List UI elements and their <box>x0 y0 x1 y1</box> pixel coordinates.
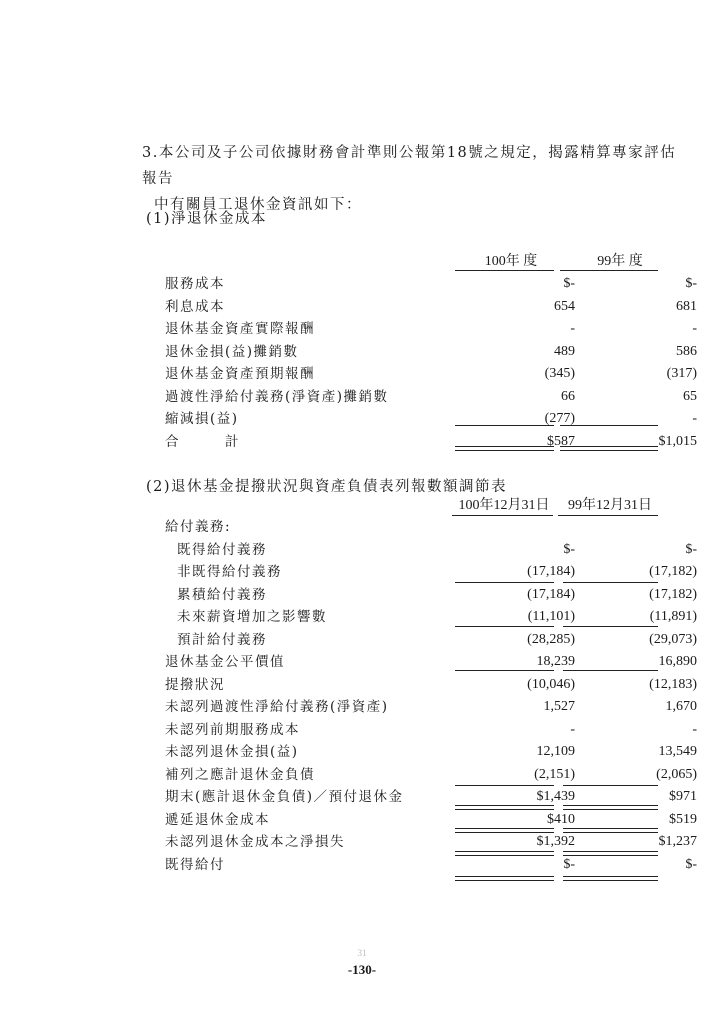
total-99: $1,015 <box>658 433 697 449</box>
s2-dbl-deferred-100 <box>455 828 554 833</box>
s2-header-99: 99年12月31日 <box>568 498 652 513</box>
row-label: 未認列退休金損(益) <box>165 744 299 760</box>
s1-total-double-rule-99 <box>560 446 658 451</box>
value-100: (2,151) <box>534 766 575 782</box>
net-pension-cost-table <box>165 273 697 453</box>
s1-header-100: 100年 度 <box>484 254 538 269</box>
total-label: 合 計 <box>165 433 240 450</box>
row-label: 預計給付義務 <box>177 631 267 648</box>
value-99: - <box>692 721 697 737</box>
value-99: (17,182) <box>649 586 697 602</box>
s1-header-rule-100 <box>455 270 554 271</box>
page-number: -130- <box>347 962 377 977</box>
value-99: $971 <box>669 789 697 804</box>
s2-rule-after-additional-99 <box>563 785 658 786</box>
value-99: 1,670 <box>665 699 697 714</box>
table-row <box>165 318 697 341</box>
s1-header-rule-99 <box>560 270 658 271</box>
intro-line-2: 中有關員工退休金資訊如下： <box>154 197 362 213</box>
value-100: - <box>570 721 575 737</box>
value-99: (11,891) <box>649 609 697 624</box>
value-99: 65 <box>683 388 697 404</box>
table-row <box>165 561 697 584</box>
s2-rule-after-fairvalue-100 <box>455 670 554 671</box>
value-100: (17,184) <box>527 586 575 602</box>
value-99: $- <box>685 276 697 291</box>
row-label: 未認列過渡性淨給付義務(淨資產) <box>165 699 389 715</box>
row-label: 給付義務: <box>165 519 232 535</box>
value-100: - <box>570 321 575 336</box>
row-label: 非既得給付義務 <box>177 564 282 580</box>
s2-rule-after-additional-100 <box>455 785 554 786</box>
value-99: (2,065) <box>656 766 697 782</box>
s2-dbl-netloss-100 <box>455 851 554 856</box>
value-99: $- <box>685 541 697 557</box>
total-100: $587 <box>547 433 575 449</box>
intro-line-1: 3.本公司及子公司依據財務會計準則公報第18號之規定，揭露精算專家評估報告 <box>142 145 677 187</box>
value-99: $519 <box>669 811 697 827</box>
table-row <box>165 363 697 386</box>
table-row <box>165 341 697 364</box>
section1-title: (1)淨退休金成本 <box>146 211 268 227</box>
s2-rule-after-nonvested-99 <box>563 582 658 583</box>
s2-dbl-vested-99 <box>563 876 658 881</box>
s1-subtotal-rule-99 <box>560 425 658 426</box>
value-99: (317) <box>666 366 697 381</box>
table-row <box>165 273 697 296</box>
table-row <box>165 741 697 764</box>
value-99: 586 <box>676 343 697 359</box>
value-100: (17,184) <box>527 564 575 579</box>
value-100: 489 <box>554 343 575 359</box>
row-label: 遞延退休金成本 <box>165 811 270 828</box>
value-99: - <box>692 411 697 426</box>
value-99: $1,237 <box>658 834 697 849</box>
s2-rule-after-salary-100 <box>455 626 554 627</box>
row-label: 期末(應計退休金負債)／預付退休金 <box>165 789 404 805</box>
value-100: $- <box>563 541 575 557</box>
table-row <box>165 539 697 562</box>
row-label: 既得給付 <box>165 856 225 873</box>
value-99: 16,890 <box>658 654 697 669</box>
s2-dbl-ending-99 <box>563 805 658 810</box>
row-label: 退休基金資產實際報酬 <box>165 321 315 337</box>
table-row <box>165 696 697 719</box>
value-100: 18,239 <box>536 654 575 669</box>
value-100: 654 <box>554 298 575 314</box>
value-100: $- <box>563 276 575 291</box>
table-row <box>165 629 697 652</box>
row-label: 未認列退休金成本之淨損失 <box>165 834 345 850</box>
row-label: 退休基金公平價值 <box>165 654 285 670</box>
row-label: 服務成本 <box>165 276 225 292</box>
value-99: - <box>692 321 697 336</box>
row-label: 提撥狀況 <box>165 676 225 693</box>
table-row <box>165 764 697 787</box>
table-row <box>165 296 697 319</box>
s2-dbl-vested-100 <box>455 876 554 881</box>
section2-title: (2)退休基金提撥狀況與資產負債表列報數額調節表 <box>146 479 508 495</box>
s2-dbl-deferred-99 <box>563 828 658 833</box>
table-row <box>165 584 697 607</box>
value-100: $1,392 <box>536 834 575 849</box>
value-99: $- <box>685 856 697 872</box>
s2-dbl-netloss-99 <box>563 851 658 856</box>
table-row <box>165 854 697 877</box>
table-row <box>165 516 665 539</box>
row-label: 退休金損(益)攤銷數 <box>165 343 299 360</box>
row-label: 未來薪資增加之影響數 <box>177 609 327 625</box>
row-label: 退休基金資產預期報酬 <box>165 366 315 382</box>
value-99: 681 <box>676 298 697 314</box>
value-100: $- <box>563 856 575 872</box>
value-100: (345) <box>544 366 575 381</box>
value-100: (11,101) <box>527 609 575 624</box>
row-label: 既得給付義務 <box>177 541 267 558</box>
s2-rule-after-nonvested-100 <box>455 582 554 583</box>
value-100: $410 <box>547 811 575 827</box>
s2-rule-after-fairvalue-99 <box>563 670 658 671</box>
value-99: (12,183) <box>649 676 697 692</box>
s1-subtotal-rule-100 <box>455 425 554 426</box>
table-row <box>165 719 697 742</box>
pension-reconciliation-table <box>165 516 697 876</box>
row-label: 累積給付義務 <box>177 586 267 603</box>
footer-stamp-number: 31 <box>357 948 367 958</box>
row-label: 未認列前期服務成本 <box>165 721 300 738</box>
s2-header-100: 100年12月31日 <box>458 498 550 513</box>
value-99: 13,549 <box>658 744 697 759</box>
s2-rule-after-salary-99 <box>563 626 658 627</box>
value-100: (10,046) <box>527 676 575 692</box>
row-label: 過渡性淨給付義務(淨資產)攤銷數 <box>165 388 389 405</box>
row-label: 利息成本 <box>165 298 225 315</box>
s1-total-double-rule-100 <box>455 446 554 451</box>
table-row <box>165 386 697 409</box>
value-100: $1,439 <box>536 789 575 804</box>
row-label: 縮減損(益) <box>165 411 239 427</box>
value-100: 12,109 <box>536 744 575 759</box>
value-100: 1,527 <box>543 699 575 714</box>
value-100: (277) <box>544 411 575 426</box>
value-100: (28,285) <box>527 631 575 647</box>
s1-header-99: 99年 度 <box>597 254 643 269</box>
row-label: 補列之應計退休金負債 <box>165 766 315 783</box>
value-100: 66 <box>561 388 575 404</box>
table-row <box>165 408 697 431</box>
value-99: (29,073) <box>649 631 697 647</box>
s2-dbl-ending-100 <box>455 805 554 810</box>
table-row <box>165 674 697 697</box>
value-99: (17,182) <box>649 564 697 579</box>
